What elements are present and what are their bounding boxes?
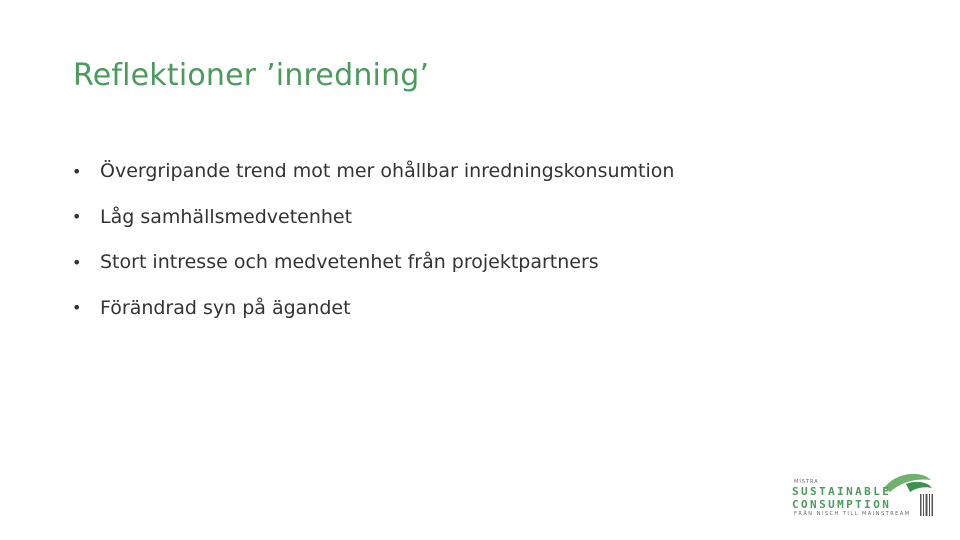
bullet-marker: • (72, 207, 82, 226)
bullet-marker: • (72, 298, 82, 317)
bullet-text: Övergripande trend mot mer ohållbar inredningskonsumtion (100, 160, 675, 182)
bullet-item (72, 202, 674, 232)
bullet-text: Förändrad syn på ägandet (100, 296, 351, 319)
bullet-item (72, 156, 674, 186)
bullet-list (72, 156, 674, 338)
bullet-text: Låg samhällsmedvetenhet (100, 205, 353, 228)
bullet-text: Stort intresse och medvetenhet från projektpartners (100, 251, 599, 273)
logo-prefix: MISTRA (794, 479, 819, 485)
logo-line-1: SUSTAINABLE (792, 485, 892, 498)
bullet-marker: • (72, 252, 82, 272)
slide-title: Reflektioner ’inredning’ (73, 58, 430, 93)
logo-line-2: CONSUMPTION (792, 498, 892, 511)
bullet-item (72, 247, 674, 277)
bullet-marker: • (72, 161, 82, 181)
sustainable-consumption-logo (788, 470, 938, 522)
logo-tagline: FRÅN NISCH TILL MAINSTREAM (794, 511, 911, 517)
bullet-item (72, 293, 674, 323)
